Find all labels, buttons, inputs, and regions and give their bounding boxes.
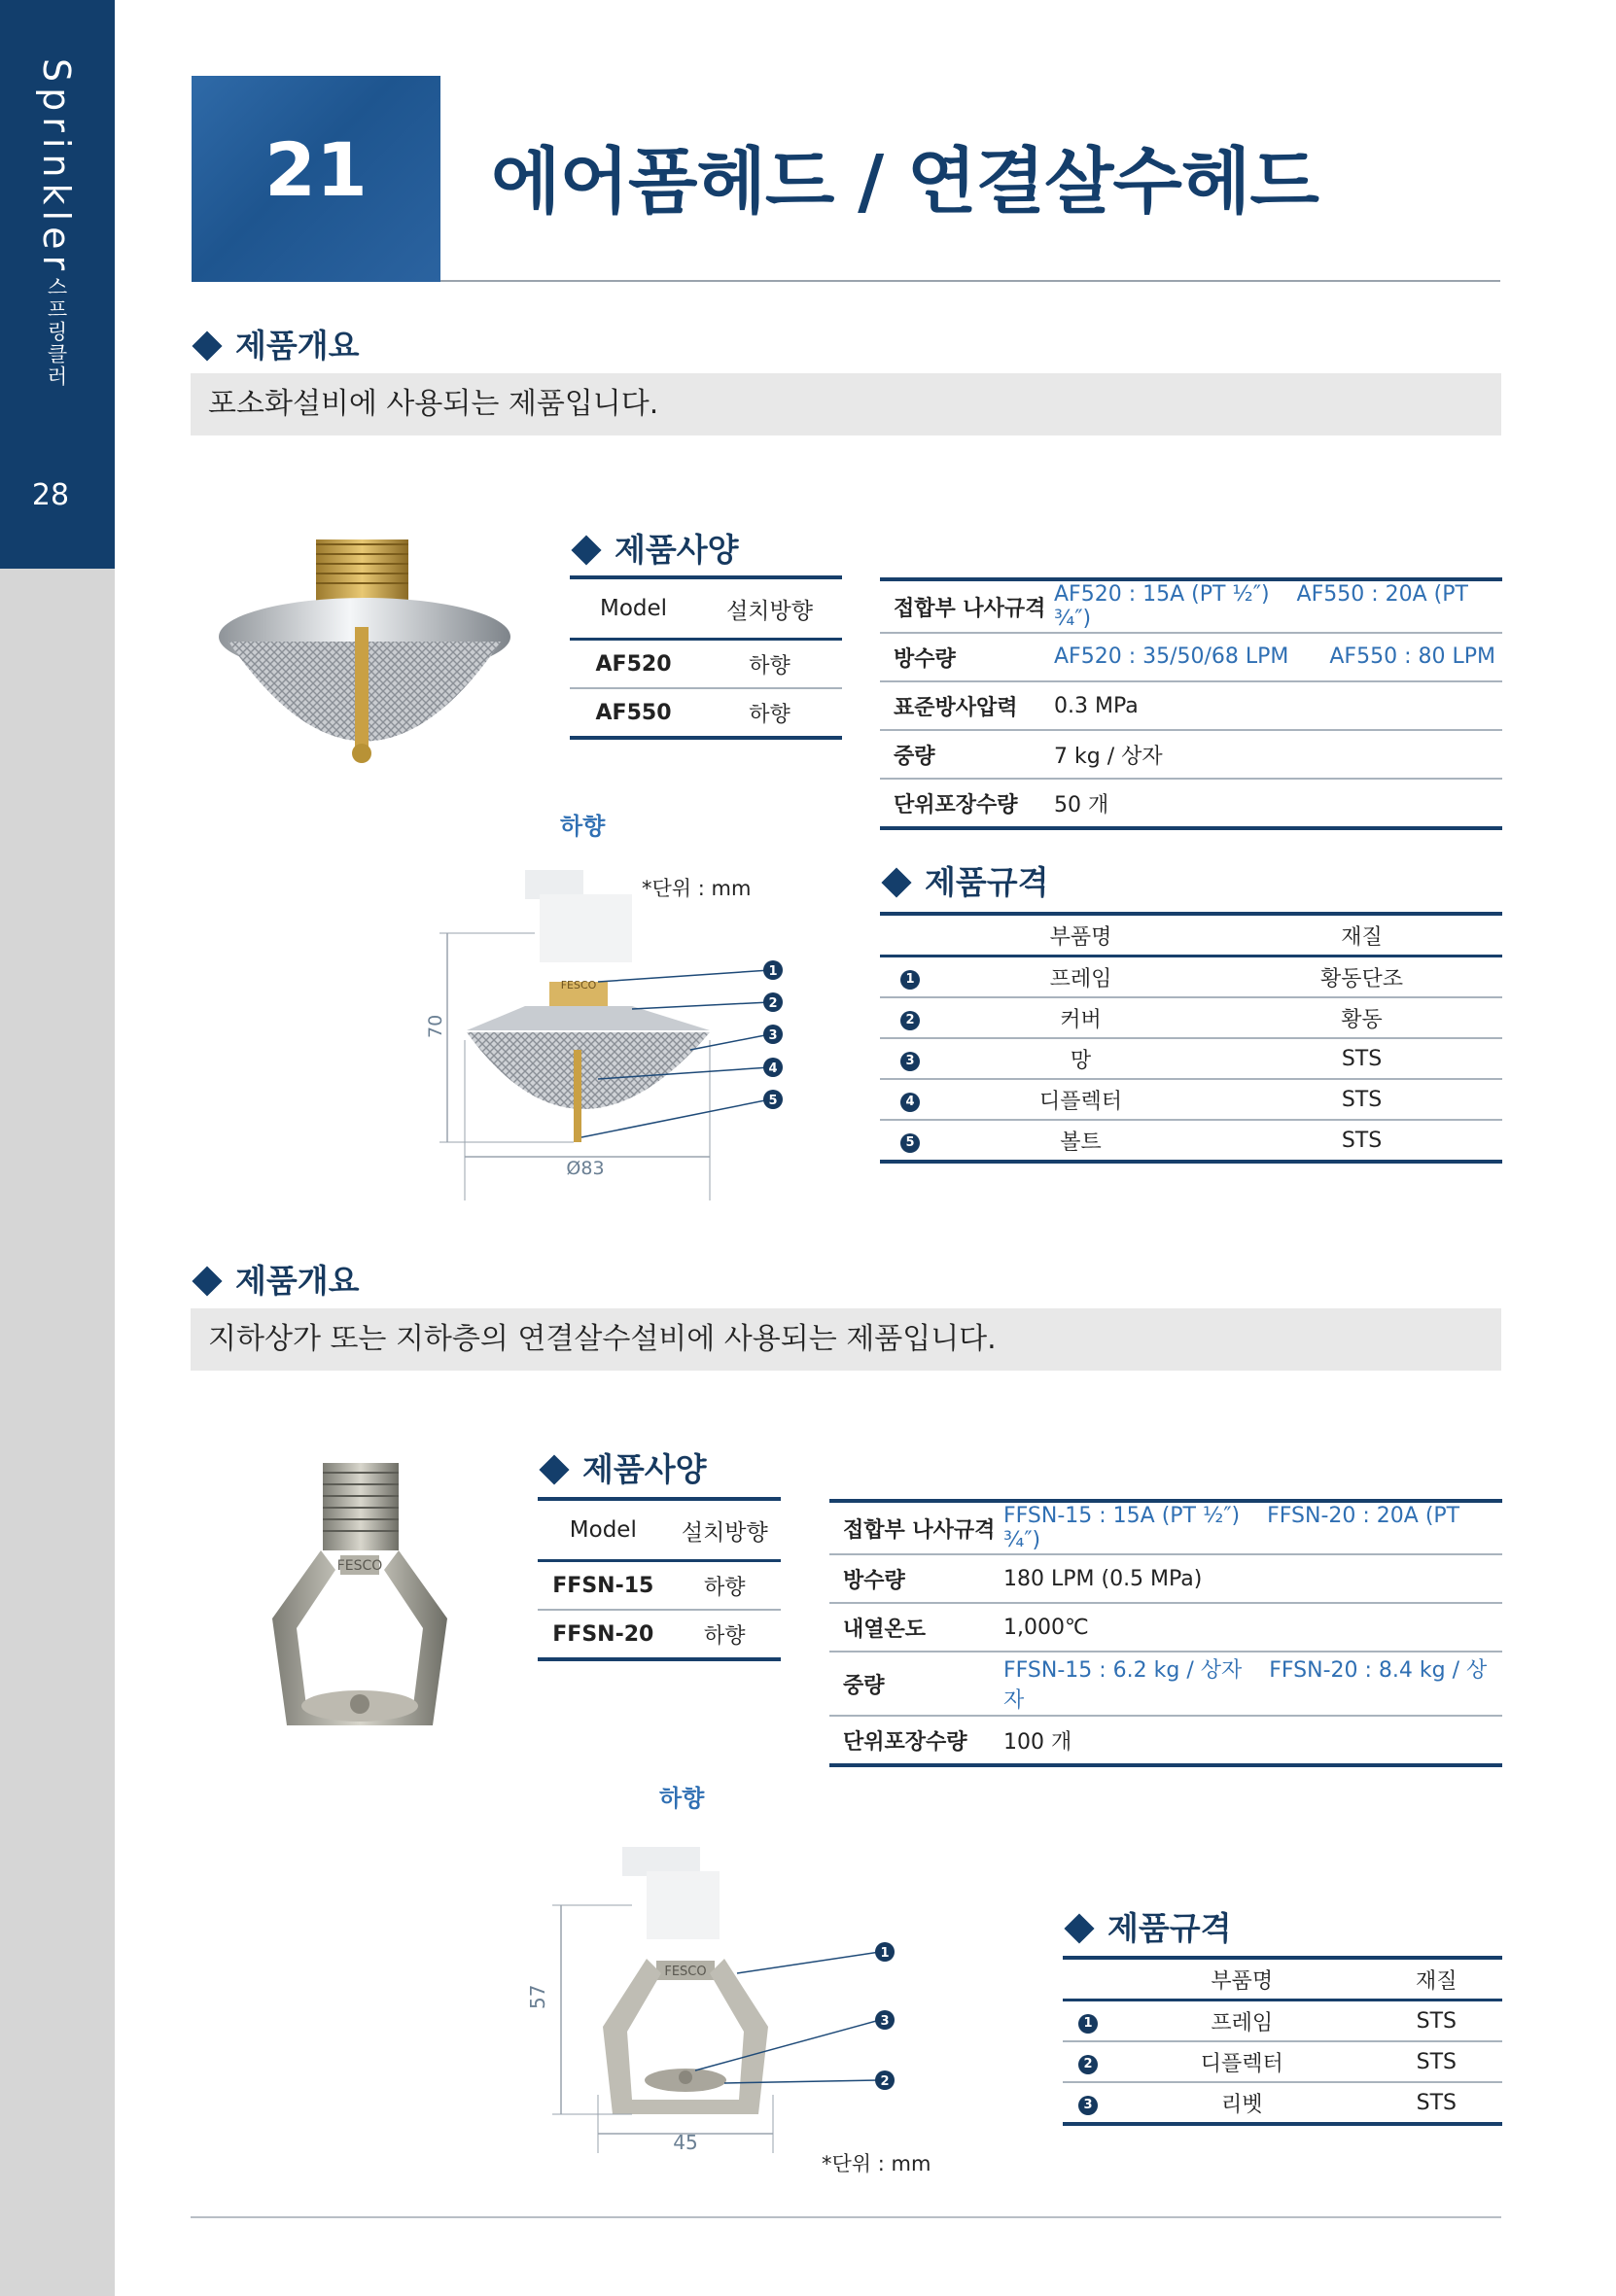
side-title-en: Sprinkler	[35, 58, 78, 277]
table-row: 접합부 나사규격 AF520 : 15A (PT ½″) AF550 : 20A (PT ¾″)	[880, 579, 1502, 633]
table-row: 5 볼트 STS	[880, 1120, 1502, 1162]
table-row: 중량 7 kg / 상자	[880, 730, 1502, 779]
diamond-icon	[539, 1454, 569, 1484]
svg-text:5: 5	[768, 1094, 778, 1108]
brand-mark: FESCO	[560, 979, 597, 991]
svg-text:1: 1	[768, 964, 778, 979]
table-row: AF520 하향	[570, 640, 842, 689]
orientation-label-2: 하향	[659, 1785, 705, 1812]
footer-rule	[191, 2216, 1501, 2218]
parts-heading-1: 제품규격	[880, 857, 1049, 903]
width-dimension: Ø83	[566, 1158, 605, 1179]
overview-heading-2: 제품개요	[191, 1256, 360, 1302]
unit-label-2: *단위 : mm	[822, 2152, 931, 2175]
table-row: 3 망 STS	[880, 1038, 1502, 1079]
table-row: FFSN-20 하향	[538, 1610, 781, 1659]
svg-text:4: 4	[768, 1061, 778, 1076]
connection-head-photo	[263, 1463, 457, 1755]
table-row: 3 리벳 STS	[1063, 2082, 1502, 2124]
height-dimension: 70	[425, 1014, 446, 1038]
overview-heading-1: 제품개요	[191, 321, 360, 366]
table-row: 1 프레임 황동단조	[880, 957, 1502, 998]
chapter-number: 21	[264, 126, 368, 213]
svg-text:1: 1	[880, 1946, 890, 1961]
svg-text:3: 3	[768, 1028, 778, 1043]
height-dimension: 57	[526, 1984, 549, 2009]
diamond-icon	[192, 1266, 222, 1296]
model-header: Model	[569, 1517, 637, 1543]
air-foam-head-photo	[204, 520, 525, 792]
page-title: 에어폼헤드 / 연결살수헤드	[491, 140, 1318, 224]
svg-text:3: 3	[880, 2014, 890, 2029]
model-header: Model	[600, 596, 668, 621]
model-table-2	[538, 1497, 781, 1661]
spec-table-2	[829, 1499, 1502, 1767]
header-rule	[440, 280, 1500, 282]
brand-mark: FESCO	[336, 1558, 383, 1574]
table-row: 단위포장수량 50 개	[880, 779, 1502, 828]
svg-text:2: 2	[768, 996, 778, 1011]
width-dimension: 45	[673, 2131, 698, 2154]
table-row: 중량 FFSN-15 : 6.2 kg / 상자 FFSN-20 : 8.4 kg / 상자	[829, 1652, 1502, 1716]
parts-table-2: 부품명 재질 1 프레임 STS 2 디플렉터 STS 3 리벳 STS	[1063, 1956, 1502, 2126]
table-row: 2 커버 황동	[880, 997, 1502, 1038]
deflector-bolt	[355, 627, 369, 753]
orientation-label-1: 하향	[560, 813, 606, 840]
page-number: 28	[31, 478, 70, 512]
spec-heading-2: 제품사양	[538, 1444, 707, 1490]
diamond-icon	[881, 867, 911, 897]
dimension-drawing-2	[525, 1842, 914, 2192]
model-table-1	[570, 575, 842, 740]
table-row: 단위포장수량 100 개	[829, 1716, 1502, 1765]
unit-label-1: *단위 : mm	[642, 877, 752, 900]
table-row: AF550 하향	[570, 688, 842, 738]
brand-mark: FESCO	[664, 1965, 707, 1979]
table-row: 내열온도 1,000℃	[829, 1603, 1502, 1652]
diamond-icon	[571, 535, 601, 565]
overview-text-2: 지하상가 또는 지하층의 연결살수설비에 사용되는 제품입니다.	[191, 1308, 1501, 1371]
parts-heading-2: 제품규격	[1063, 1903, 1232, 1949]
table-row: 방수량 AF520 : 35/50/68 LPM AF550 : 80 LPM	[880, 633, 1502, 681]
table-row: 4 디플렉터 STS	[880, 1079, 1502, 1120]
spec-table-1	[880, 577, 1502, 830]
table-row: 방수량 180 LPM (0.5 MPa)	[829, 1554, 1502, 1603]
side-title-ko: 스프링클러	[45, 276, 68, 389]
table-row: FFSN-15 하향	[538, 1561, 781, 1611]
table-row: 2 디플렉터 STS	[1063, 2041, 1502, 2082]
overview-text-1: 포소화설비에 사용되는 제품입니다.	[191, 373, 1501, 435]
orientation-header: 설치방향	[726, 598, 813, 624]
cover-part	[467, 1006, 710, 1030]
orientation-header: 설치방향	[681, 1519, 768, 1546]
dimension-drawing-1	[425, 865, 807, 1215]
parts-table-1: 부품명 재질 1 프레임 황동단조 2 커버 황동 3 망 STS 4 디플렉터 STS 5 볼트 STS	[880, 912, 1502, 1164]
table-row: 1 프레임 STS	[1063, 2000, 1502, 2042]
diamond-icon	[192, 330, 222, 361]
diamond-icon	[1064, 1913, 1094, 1943]
table-row: 접합부 나사규격 FFSN-15 : 15A (PT ½″) FFSN-20 : 20A (PT ¾″)	[829, 1501, 1502, 1554]
spec-heading-1: 제품사양	[570, 525, 739, 571]
table-row: 표준방사압력 0.3 MPa	[880, 681, 1502, 730]
svg-text:2: 2	[880, 2074, 890, 2089]
side-title	[18, 58, 95, 467]
